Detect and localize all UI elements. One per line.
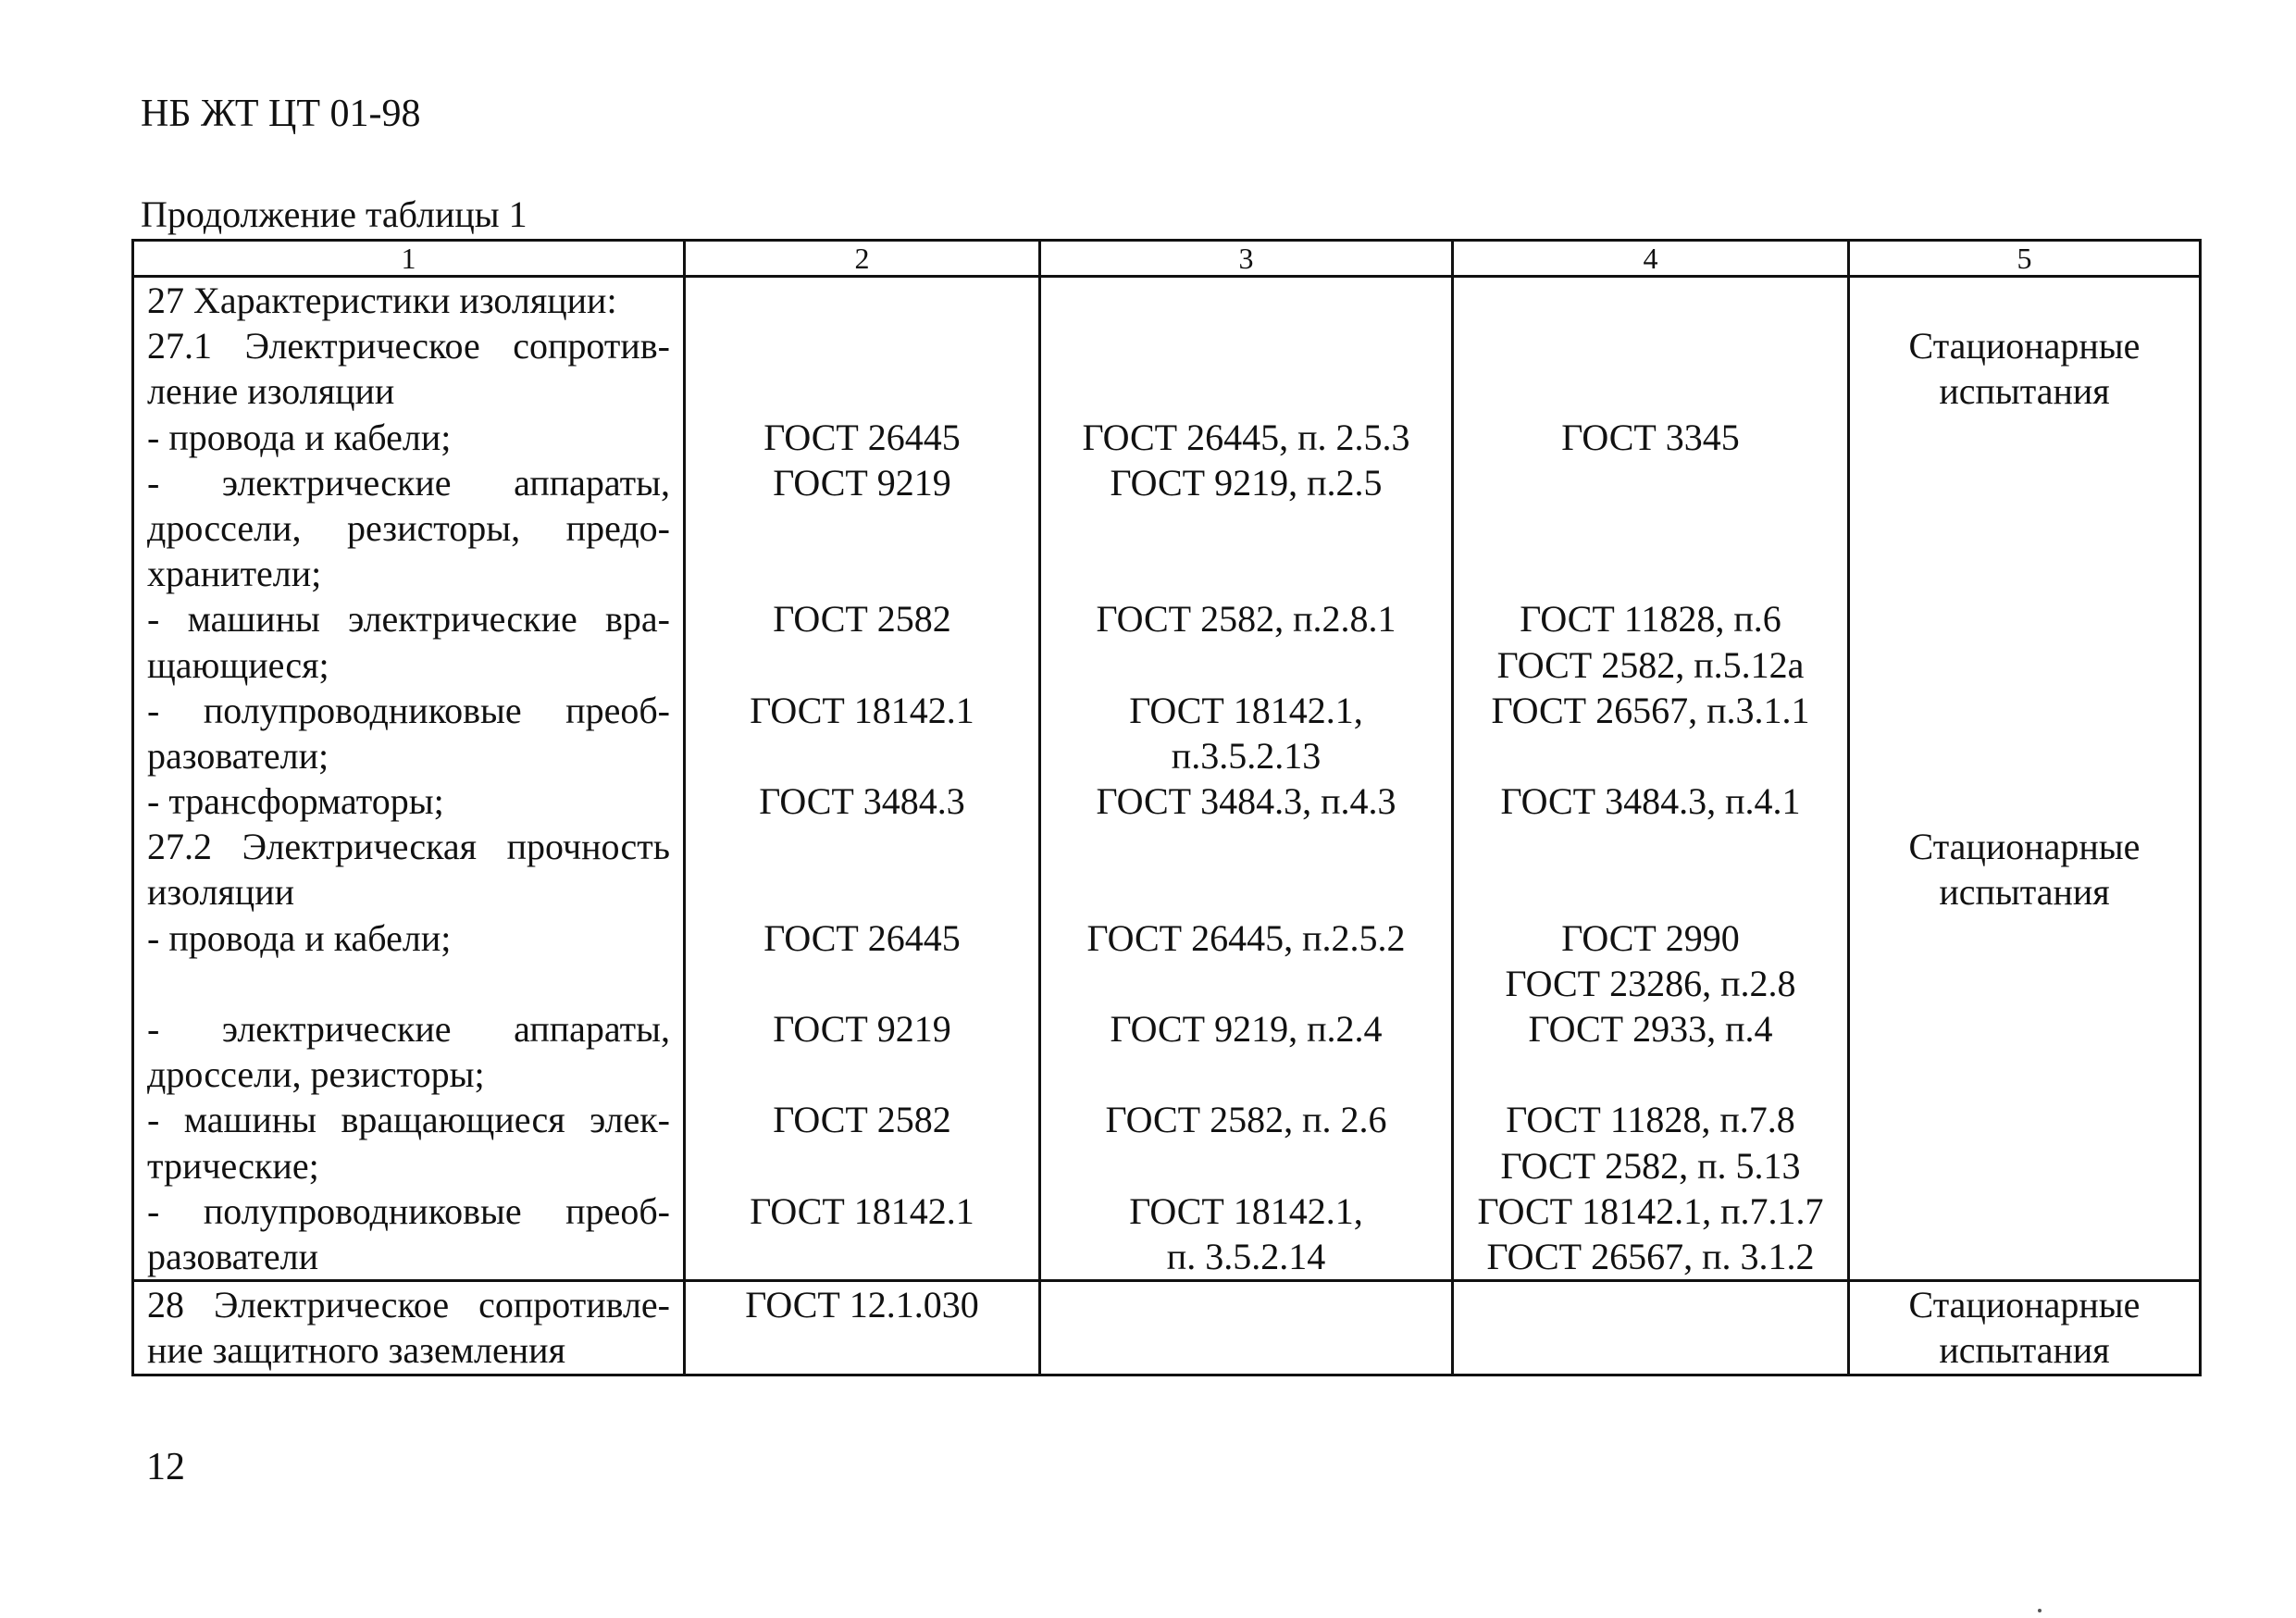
cell-line xyxy=(1454,551,1847,596)
cell-line xyxy=(1850,1097,2199,1142)
cell-line: ГОСТ 18142.1 xyxy=(750,689,974,731)
cell-line xyxy=(686,368,1038,414)
cell-line xyxy=(1041,1143,1451,1189)
cell-line xyxy=(1850,915,2199,961)
cell-line xyxy=(1850,688,2199,733)
cell-line xyxy=(1850,1143,2199,1189)
cell-line: - провода и кабели; xyxy=(147,916,452,959)
cell-line xyxy=(1041,505,1451,551)
cell-line: ГОСТ 2582, п.2.8.1 xyxy=(1096,598,1396,641)
table-continuation-caption: Продолжение таблицы 1 xyxy=(141,193,527,235)
cell-line: ГОСТ 3345 xyxy=(1561,416,1740,458)
table-cell-col-3 xyxy=(1040,1281,1453,1375)
column-header-4: 4 xyxy=(1453,241,1849,277)
cell-line: хранители; xyxy=(147,553,322,595)
table-cell-col-2 xyxy=(685,277,1040,1281)
cell-line xyxy=(1850,278,2199,323)
cell-line: - машины вращающиеся элек- xyxy=(147,1099,670,1141)
cell-line: 28 Электрическое сопротивле- xyxy=(147,1284,670,1326)
cell-line xyxy=(1454,323,1847,368)
cell-line: - электрические аппараты, xyxy=(147,461,670,504)
cell-line: - полупроводниковые преоб- xyxy=(147,689,670,731)
table-cell-col-1 xyxy=(133,277,685,1281)
cell-line: ние защитного заземления xyxy=(147,1329,565,1372)
cell-line xyxy=(1850,778,2199,824)
cell-line xyxy=(686,1052,1038,1097)
cell-line xyxy=(686,278,1038,323)
cell-line: щающиеся; xyxy=(147,643,329,686)
table-container xyxy=(131,239,2199,1376)
cell-line: ГОСТ 9219, п.2.4 xyxy=(1110,1008,1383,1050)
cell-line: п. 3.5.2.14 xyxy=(1166,1235,1326,1277)
cell-line xyxy=(1041,961,1451,1006)
cell-line: ГОСТ 2933, п.4 xyxy=(1528,1008,1773,1050)
cell-line xyxy=(1454,368,1847,414)
cell-line: ГОСТ 9219 xyxy=(773,1008,951,1050)
table-cell-col-1 xyxy=(133,1281,685,1375)
cell-line: ГОСТ 18142.1 xyxy=(750,1189,974,1232)
table-cell-col-4 xyxy=(1453,277,1849,1281)
standards-table xyxy=(131,239,2202,1376)
cell-line xyxy=(1850,733,2199,778)
cell-line: ГОСТ 26567, п.3.1.1 xyxy=(1491,689,1810,731)
cell-line xyxy=(1041,323,1451,368)
cell-line: испытания xyxy=(1939,1329,2110,1372)
cell-line xyxy=(1041,869,1451,915)
cell-line: испытания xyxy=(1939,871,2110,914)
cell-line: ГОСТ 3484.3, п.4.3 xyxy=(1096,780,1396,823)
cell-line: - машины электрические вра- xyxy=(147,598,670,641)
table-cell-col-3 xyxy=(1040,277,1453,1281)
cell-line: ГОСТ 26445, п. 2.5.3 xyxy=(1082,416,1410,458)
cell-line xyxy=(686,733,1038,778)
cell-line: ГОСТ 2582, п.5.12а xyxy=(1496,643,1805,686)
cell-line: разователи; xyxy=(147,734,329,777)
cell-line: разователи xyxy=(147,1235,318,1277)
document-code: НБ ЖТ ЦТ 01-98 xyxy=(141,93,421,135)
cell-line xyxy=(686,824,1038,869)
cell-line: 27.1 Электрическое сопротив- xyxy=(147,325,670,367)
cell-line xyxy=(134,961,683,1006)
cell-line: ГОСТ 18142.1, xyxy=(1129,1189,1363,1232)
cell-line: ГОСТ 2582, п. 5.13 xyxy=(1500,1144,1801,1187)
column-header-1: 1 xyxy=(133,241,685,277)
cell-line: ГОСТ 2990 xyxy=(1561,916,1740,959)
cell-line: изоляции xyxy=(147,871,295,914)
cell-line: ГОСТ 3484.3 xyxy=(759,780,965,823)
cell-line: - трансформаторы; xyxy=(147,780,444,823)
cell-line: ГОСТ 18142.1, xyxy=(1129,689,1363,731)
cell-line: дроссели, резисторы, предо- xyxy=(147,506,670,549)
cell-line xyxy=(1041,1052,1451,1097)
cell-line xyxy=(1454,824,1847,869)
cell-line xyxy=(686,1327,1038,1373)
cell-line: Стационарные xyxy=(1908,1284,2141,1326)
cell-line xyxy=(1454,733,1847,778)
cell-line xyxy=(1041,1282,1451,1327)
table-row xyxy=(133,1281,2201,1375)
column-header-3: 3 xyxy=(1040,241,1453,277)
cell-line xyxy=(1454,869,1847,915)
cell-line xyxy=(1850,1234,2199,1279)
cell-line xyxy=(1454,1282,1847,1327)
cell-line: ГОСТ 11828, п.6 xyxy=(1520,598,1781,641)
cell-line: ГОСТ 9219 xyxy=(773,461,951,504)
scan-speck xyxy=(2038,1609,2042,1612)
cell-line: ление изоляции xyxy=(147,370,395,413)
cell-line xyxy=(1850,551,2199,596)
cell-line: ГОСТ 23286, п.2.8 xyxy=(1505,962,1796,1004)
cell-line xyxy=(1850,1006,2199,1052)
column-header-2: 2 xyxy=(685,241,1040,277)
cell-line xyxy=(686,323,1038,368)
cell-line xyxy=(1850,1189,2199,1234)
table-body xyxy=(133,277,2201,1375)
cell-line: ГОСТ 2582 xyxy=(773,1099,951,1141)
cell-line xyxy=(1041,278,1451,323)
cell-line xyxy=(1041,368,1451,414)
cell-line xyxy=(1454,460,1847,505)
cell-line xyxy=(1041,1327,1451,1373)
cell-line: трические; xyxy=(147,1144,319,1187)
cell-line xyxy=(1850,596,2199,641)
cell-line: 27.2 Электрическая прочность xyxy=(147,826,670,868)
cell-line: ГОСТ 9219, п.2.5 xyxy=(1110,461,1383,504)
cell-line xyxy=(1454,1052,1847,1097)
cell-line: ГОСТ 26445, п.2.5.2 xyxy=(1086,916,1406,959)
cell-line xyxy=(686,551,1038,596)
cell-line xyxy=(1041,642,1451,688)
cell-line: - электрические аппараты, xyxy=(147,1008,670,1050)
cell-line: Стационарные xyxy=(1908,826,2141,868)
table-cell-col-2 xyxy=(685,1281,1040,1375)
table-cell-col-5 xyxy=(1849,277,2201,1281)
cell-line xyxy=(1850,961,2199,1006)
table-cell-col-5 xyxy=(1849,1281,2201,1375)
cell-line: 27 Характеристики изоляции: xyxy=(147,280,617,321)
cell-line xyxy=(1850,415,2199,460)
cell-line xyxy=(1454,278,1847,323)
cell-line: ГОСТ 26567, п. 3.1.2 xyxy=(1486,1235,1815,1277)
cell-line xyxy=(1454,1327,1847,1373)
table-cell-col-4 xyxy=(1453,1281,1849,1375)
cell-line: испытания xyxy=(1939,370,2110,413)
cell-line xyxy=(1850,642,2199,688)
table-header-row xyxy=(133,241,2201,277)
cell-line: ГОСТ 18142.1, п.7.1.7 xyxy=(1477,1189,1824,1232)
page-number: 12 xyxy=(146,1446,185,1488)
cell-line: ГОСТ 2582, п. 2.6 xyxy=(1105,1099,1387,1141)
cell-line: дроссели, резисторы; xyxy=(147,1053,485,1096)
cell-line: ГОСТ 3484.3, п.4.1 xyxy=(1500,780,1801,823)
table-row xyxy=(133,277,2201,1281)
cell-line: ГОСТ 11828, п.7.8 xyxy=(1506,1099,1795,1141)
cell-line xyxy=(1850,460,2199,505)
column-header-5: 5 xyxy=(1849,241,2201,277)
cell-line xyxy=(686,961,1038,1006)
cell-line: - провода и кабели; xyxy=(147,416,452,458)
cell-line xyxy=(1454,505,1847,551)
cell-line xyxy=(1850,1052,2199,1097)
cell-line: ГОСТ 12.1.030 xyxy=(745,1284,979,1326)
cell-line: Стационарные xyxy=(1908,325,2141,367)
cell-line xyxy=(1041,551,1451,596)
cell-line: ГОСТ 26445 xyxy=(763,916,961,959)
cell-line: ГОСТ 26445 xyxy=(763,416,961,458)
cell-line xyxy=(686,642,1038,688)
cell-line xyxy=(1850,505,2199,551)
cell-line xyxy=(686,505,1038,551)
cell-line xyxy=(1041,824,1451,869)
cell-line: п.3.5.2.13 xyxy=(1171,734,1322,777)
cell-line: - полупроводниковые преоб- xyxy=(147,1189,670,1232)
cell-line: ГОСТ 2582 xyxy=(773,598,951,641)
cell-line xyxy=(686,1143,1038,1189)
cell-line xyxy=(686,1234,1038,1279)
cell-line xyxy=(686,869,1038,915)
